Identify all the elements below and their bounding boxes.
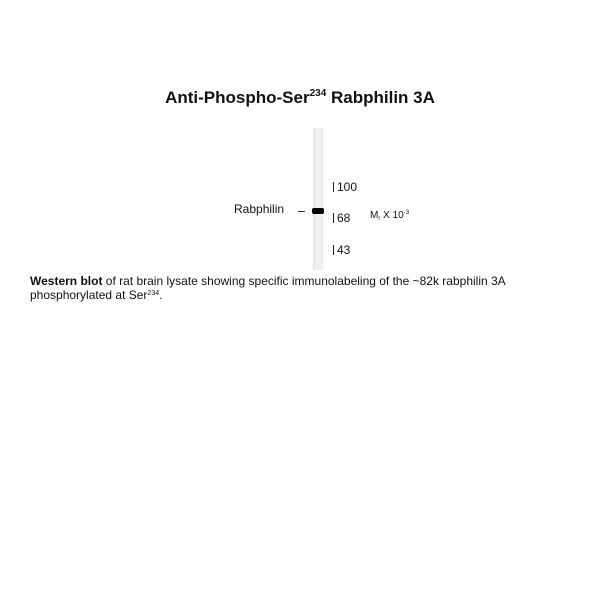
caption-end: .: [159, 288, 163, 302]
marker-label-43: 43: [337, 243, 351, 257]
marker-tick-43: [333, 245, 334, 255]
title-prefix: Anti-Phospho-Ser: [165, 88, 310, 107]
marker-label-100: 100: [337, 180, 358, 194]
marker-label-68: 68: [337, 211, 351, 225]
rabphilin-band: [312, 208, 324, 214]
band-indicator-dash: [298, 211, 305, 212]
marker-tick-68: [333, 213, 334, 223]
caption-bold: Western blot: [30, 274, 103, 288]
marker-tick-100: [333, 182, 334, 192]
caption-superscript: 234: [147, 290, 160, 297]
mr-mid: X 10: [380, 210, 404, 221]
band-label: Rabphilin: [234, 202, 285, 216]
figure-caption: [30, 274, 575, 302]
molecular-weight-unit-label: [370, 210, 409, 221]
blot-lane: [313, 128, 323, 270]
caption-text: of rat brain lysate showing specific immunolabeling of the ~82k rabphilin 3A phosphorylated at Ser: [30, 274, 506, 302]
title-superscript: 234: [309, 88, 327, 99]
mr-sup: -3: [403, 210, 410, 216]
title-suffix: Rabphilin 3A: [326, 88, 435, 107]
figure-title: [0, 88, 600, 108]
mr-sub: r: [378, 216, 381, 222]
mr-main: M: [370, 210, 379, 221]
